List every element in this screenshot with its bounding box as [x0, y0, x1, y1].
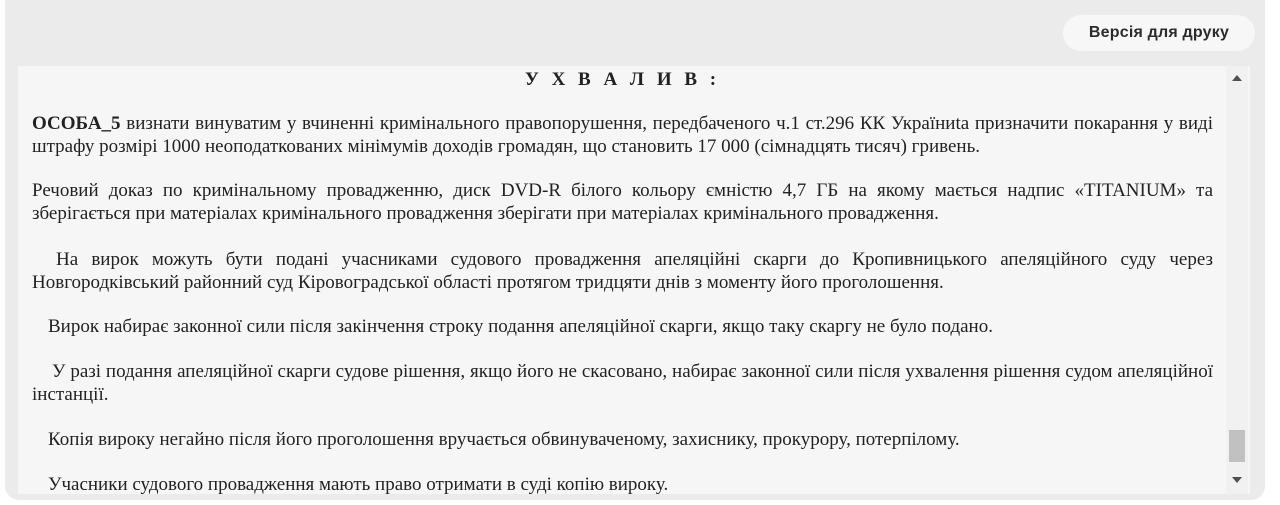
paragraph-copy-delivery: Копія вироку негайно після його проголошення вручається обвинуваченому, захиснику, прокурору, потерпілому.: [48, 429, 960, 450]
paragraph-effect: Вирок набирає законної сили після закінчення строку подання апеляційної скарги, якщо таку скаргу не було подано.: [48, 316, 993, 337]
paragraph-appeal-effect: У разі подання апеляційної скарги судове рішення, якщо його не скасовано, набирає законної сили після ухвалення рішення судом апеляційної інстанції.: [32, 361, 1213, 405]
caret-up-icon[interactable]: [1226, 68, 1248, 88]
paragraph-verdict: [32, 112, 1213, 158]
document-viewer[interactable]: [18, 66, 1250, 494]
print-version-label: Версія для друку: [1088, 24, 1230, 41]
paragraph-copy-right: Учасники судового провадження мають право отримати в суді копію вироку.: [48, 474, 669, 494]
document-content: [32, 66, 1213, 494]
paragraph-evidence: Речовий доказ по кримінальному провадженню, диск DVD-R білого кольору ємністю 4,7 ГБ на якому мається надпис «TITANIUM» та зберігається при матеріалах кримінального провадження зберігати при матеріалах кримінального провадження.: [32, 180, 1213, 224]
defendant-name: ОСОБА_5: [32, 113, 121, 134]
caret-down-icon[interactable]: [1226, 470, 1248, 490]
scroll-thumb[interactable]: [1229, 430, 1245, 462]
paragraph-appeal: На вирок можуть бути подані учасниками судового провадження апеляційні скарги до Кропивницького апеляційного суду через Новгородківський районний суд Кіровоградської області протягом тридцяти днів з моменту його проголошення.: [32, 249, 1213, 293]
decision-heading: У Х В А Л И В :: [524, 69, 721, 90]
print-version-button[interactable]: [1063, 15, 1255, 51]
verdict-text: визнати винуватим у вчиненні кримінального правопорушення, передбаченого ч.1 ст.296 КК Україниta призначити покарання у виді штрафу розмірі 1000 неоподаткованих мінімумів доходів громадян, що становить 17 000 (сімнадцять тисяч) гривень.: [32, 113, 1213, 157]
vertical-scrollbar[interactable]: [1226, 66, 1248, 494]
